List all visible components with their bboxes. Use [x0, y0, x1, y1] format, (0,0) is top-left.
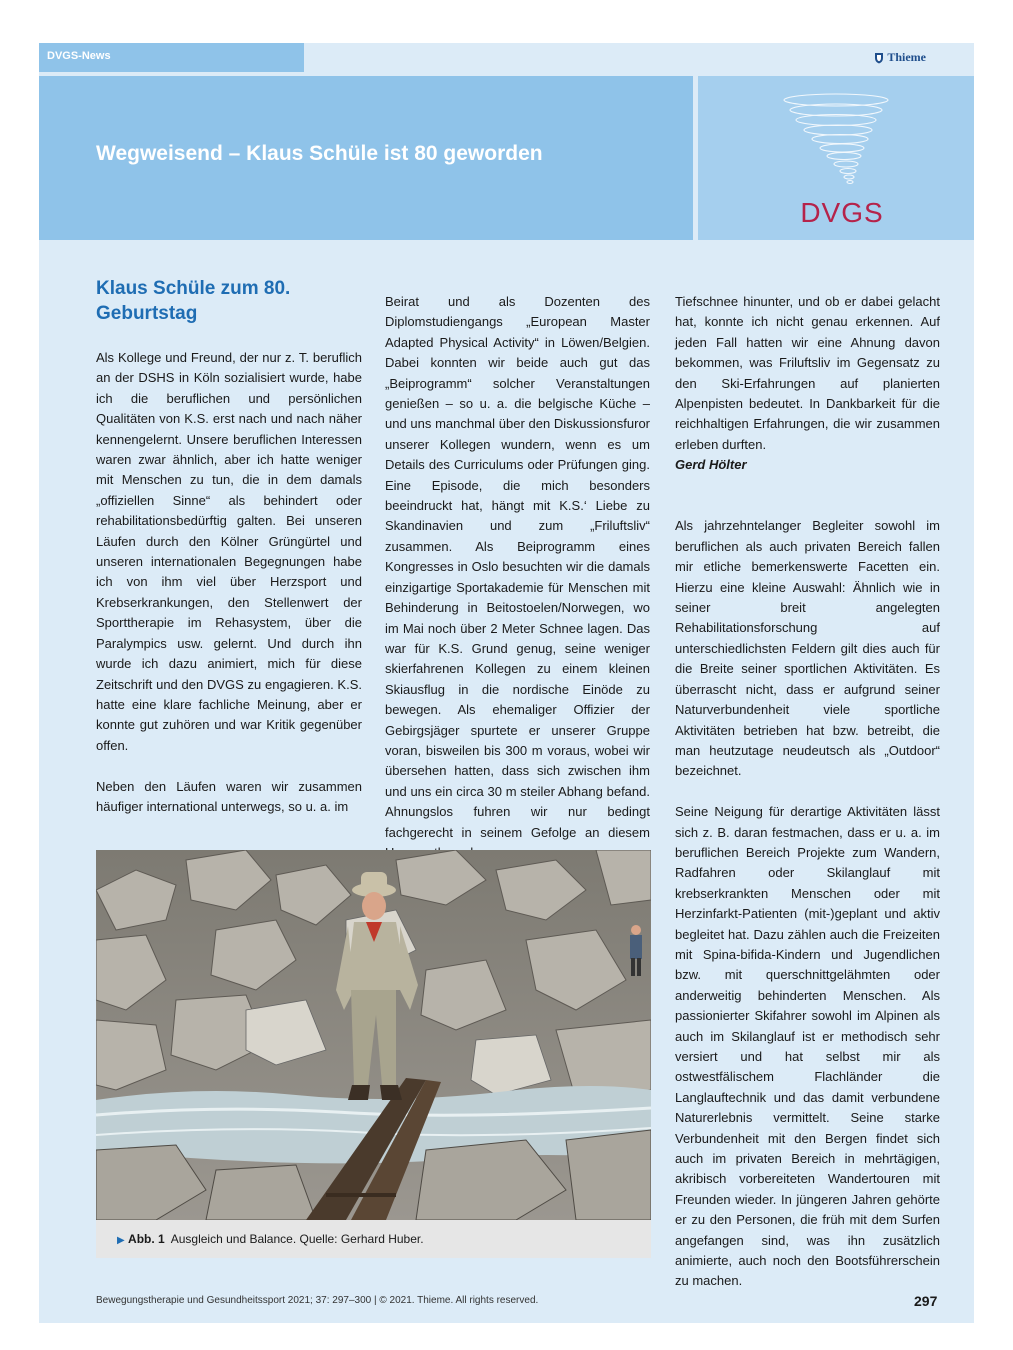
- figure-label: Abb. 1: [128, 1232, 165, 1246]
- paragraph: Neben den Läufen waren wir zusammen häufiger international unterwegs, so u. a. im: [96, 778, 362, 814]
- article-heading: Klaus Schüle zum 80. Geburtstag: [96, 278, 291, 324]
- page: [39, 43, 974, 1323]
- publisher-logo: [874, 50, 926, 65]
- caption-text: Ausgleich und Balance. Quelle: Gerhard Huber.: [170, 1232, 424, 1246]
- publisher-name: Thieme: [887, 50, 926, 64]
- paragraph: Seine Neigung für derartige Aktivitäten lässt sich z. B. daran festmachen, dass er u. a. im beruflichen Bereich Projekte zum Wandern, Radfahren oder Skilanglauf mit krebserkrankten Menschen oder mit Herzinfarkt-Patienten (mit-)geplant und aktiv begleitet hat. Dazu zählen auch die Freizeiten mit Spina-bifida-Kindern und Jugendlichen bzw. mit querschnittgelähmten oder anderweitig behinderten Menschen. Als passionierter Skifahrer sowohl im Alpinen als auch im Skilanglauf ist er methodisch sehr versiert und hat selbst mir als ostwestfälischem Flachländer die Langlauftechnik und das damit verbundene Naturerlebnis vermittelt. Seine starke Verbundenheit mit den Bergen findet sich auch im privaten Bereich in mehrtägigen, akribisch vorbereiteten Wandertouren mit Freunden wieder. In jüngeren Jahren gehörte er zu den Personen, die früh mit dem Surfen angefangen sind, was ihn zusätzlich animierte, auch noch den Bootsführerschein zu machen.: [675, 804, 940, 1289]
- text-column-1: [96, 348, 362, 817]
- figure-1: [96, 850, 651, 1258]
- title-banner: [39, 76, 693, 240]
- paragraph: Als jahrzehntelanger Begleiter sowohl im beruflichen als auch privaten Bereich fallen mir etliche bemerkenswerte Facetten ein. Hierzu eine kleine Auswahl: Ähnlich wie in seiner breit angelegten Rehabilitationsforschung auf unterschiedlichsten Feldern gilt dies auch für die Breite seiner sportlichen Aktivitäten. Es überrascht nicht, dass er aufgrund seiner Naturverbundenheit viele sportliche Aktivitäten betrieben hat bzw. betreibt, die man heutzutage neudeutsch als „Outdoor“ bezeichnet.: [675, 518, 940, 779]
- dvgs-logo-panel: [698, 76, 974, 240]
- dvgs-logo: [698, 76, 974, 240]
- dvgs-logo-text: DVGS: [800, 197, 884, 228]
- section-label: DVGS-News: [47, 50, 111, 62]
- top-bar-right: [306, 43, 974, 72]
- caption-arrow-icon: ▶: [117, 1235, 125, 1246]
- citation-footer: Bewegungstherapie und Gesundheitssport 2021; 37: 297–300 | © 2021. Thieme. All rights reserved.: [96, 1295, 539, 1306]
- text-column-2: [385, 292, 650, 863]
- paragraph: Tiefschnee hinunter, und ob er dabei gelacht hat, konnte ich nicht genau erkennen. Auf jeden Fall hatten wir eine Ahnung davon bekommen, was Friluftsliv im Gegensatz zu den Ski-Erfahrungen auf planierten Alpenpisten bedeutet. In Dankbarkeit für die reichhaltigen Erfahrungen, die wir zusammen erleben durften.: [675, 294, 940, 452]
- page-title: Wegweisend – Klaus Schüle ist 80 geworden: [96, 142, 543, 165]
- section-tab: [39, 43, 304, 72]
- hiker-photo: [96, 850, 651, 1220]
- text-column-3: [675, 292, 940, 1292]
- page-number: 297: [914, 1293, 938, 1309]
- paragraph: Als Kollege und Freund, der nur z. T. beruflich an der DSHS in Köln sozialisiert wurde, habe ich die beruflichen und persönlichen Qualitäten von K.S. erst nach und nach näher kennengelernt. Unsere beruflichen Interessen waren zwar ähnlich, aber ich hatte weniger mit Menschen zu tun, die in dem damals „offiziellen Sinne“ als behindert oder rehabilitationsbedürftig galten. Bei unseren Läufen durch den Kölner Grüngürtel und unseren internationalen Begegnungen habe ich von ihm viel über Herzsport und Krebserkrankungen, den Stellenwert der Sporttherapie im Rehasystem, über die Paralympics usw. gelernt. Und durch ihn wurde ich dazu animiert, mich für diese Zeitschrift und den DVGS zu engagieren. K.S. hatte eine klare fachliche Meinung, aber er konnte gut zuhören und war Kritik gegenüber offen.: [96, 350, 362, 753]
- signature: Gerd Hölter: [675, 457, 747, 473]
- top-bar: [39, 43, 974, 72]
- paragraph: Beirat und als Dozenten des Diplomstudiengangs „European Master Adapted Physical Activity“ in Löwen/Belgien. Dabei konnten wir beide auch gut das „Beiprogramm“ solcher Veranstaltungen genießen – so u. a. die belgische Küche – und uns manchmal über den Diskussionsfuror unserer Kollegen wundern, wenn es um Details des Curriculums oder Prüfungen ging. Eine Episode, die mich besonders beeindruckt hat, hängt mit K.S.‘ Liebe zu Skandinavien und zum „Friluftsliv“ zusammen. Als Beiprogramm eines Kongresses in Oslo besuchten wir die damals einzigartige Sportakademie für Menschen mit Behinderung in Beitostoelen/Norwegen, wo im Mai noch über 2 Meter Schnee lagen. Das war für K.S. Grund genug, seine weniger skierfahrenen Kollegen zu einem kleinen Skiausflug in die nordische Einöde zu bewegen. Als ehemaliger Offizier der Gebirgsjäger spurtete er unserer Gruppe voran, bisweilen bis 300 m voraus, wobei wir übersehen hatten, dass sich zwischen ihm und uns ein circa 30 m steiler Abhang befand. Ahnungslos fuhren wir nur bedingt fachgerecht in seinem Gefolge an diesem: [385, 294, 650, 840]
- thieme-crest-icon: [874, 52, 884, 64]
- figure-caption: [117, 1232, 424, 1246]
